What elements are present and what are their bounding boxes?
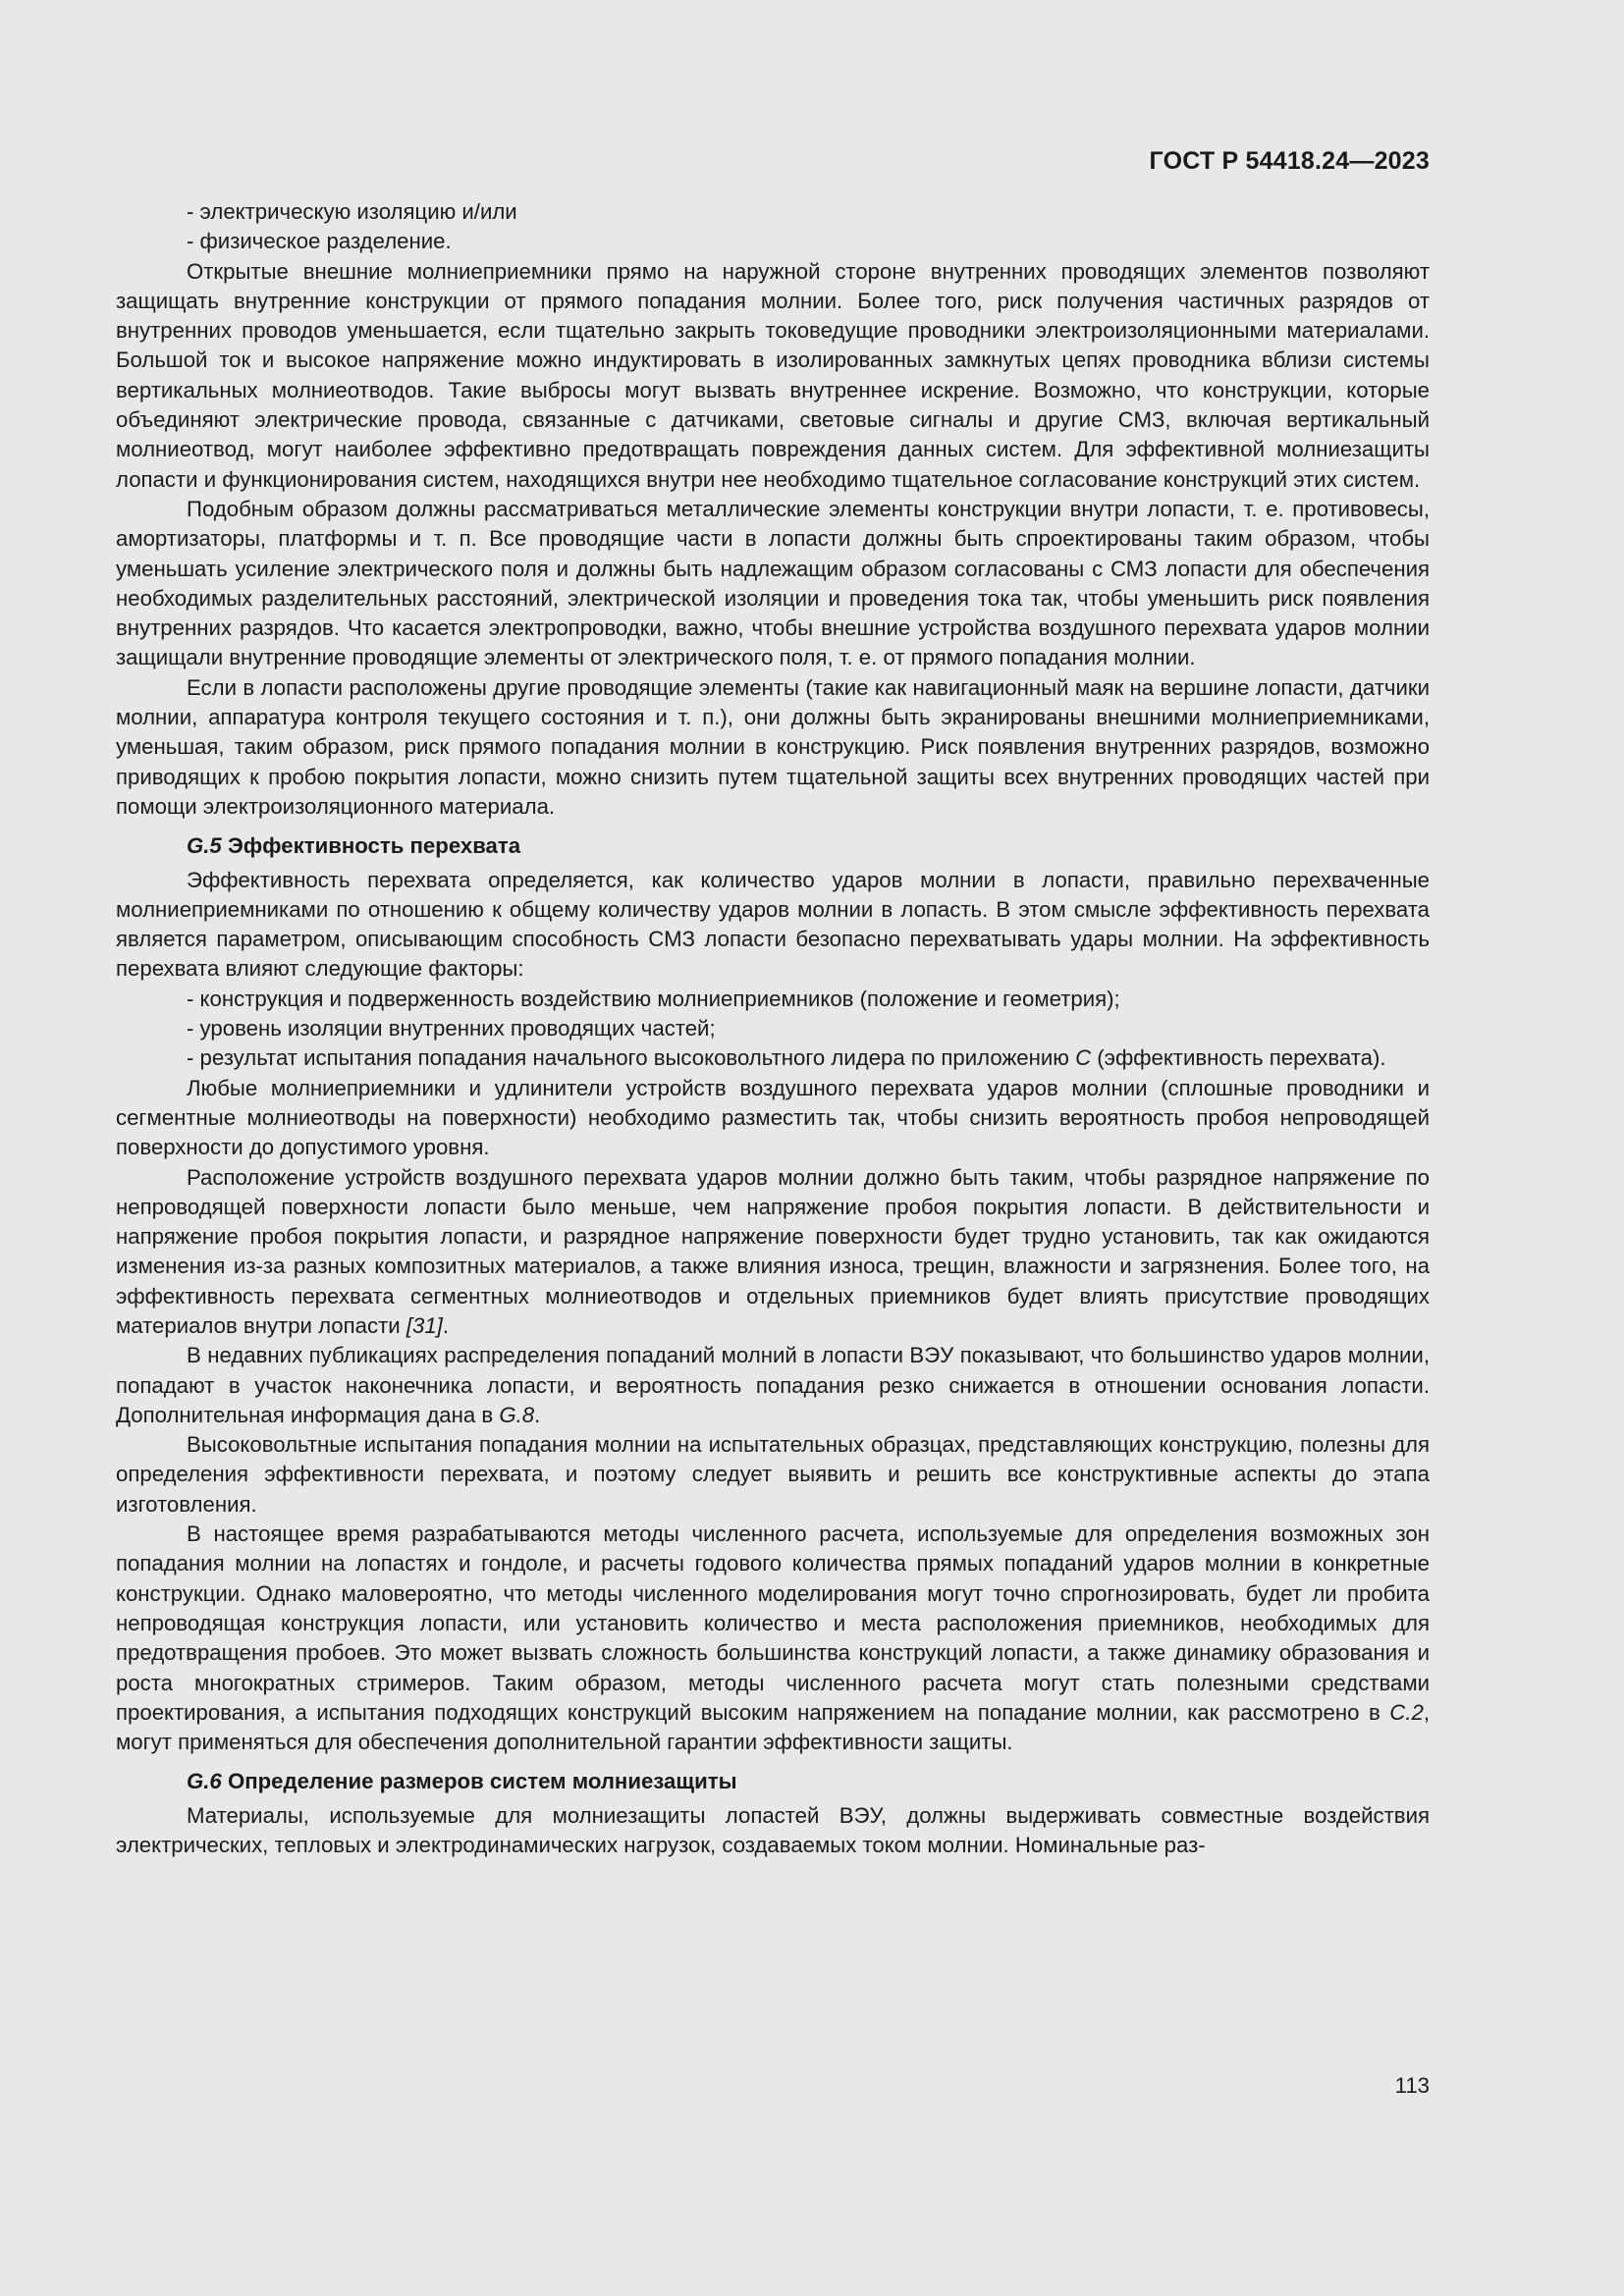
paragraph: Эффективность перехвата определяется, как количество ударов молнии в лопасти, правильно перехваченные молниеприемниками по отношению к общему количеству ударов молнии в лопасть. В этом смысле эффективность перехвата является параметром, описывающим способность СМЗ лопасти безопасно перехватывать удары молнии. На эффективность перехвата влияют следующие факторы:: [116, 867, 1430, 982]
list-item: - физическое разделение.: [187, 229, 452, 254]
bibliography-reference: [31]: [406, 1312, 443, 1338]
document-id-header: ГОСТ Р 54418.24—2023: [1149, 147, 1430, 175]
paragraph-text: Расположение устройств воздушного перехвата ударов молнии должно быть таким, чтобы разрядное напряжение по непроводящей поверхности лопасти было меньше, чем напряжение пробоя покрытия лопасти. В действительности и напряжение пробоя покрытия лопасти, и разрядное напряжение поверхности будет трудно установить, так как ожидаются изменения из-за разных композитных материалов, а также влияния износа, трещин, влажности и загрязнения. Более того, на эффективность перехвата сегментных молниеотводов и отдельных приемников будет влиять присутствие проводящих материалов внутри лопасти: [116, 1164, 1430, 1338]
section-heading-g6: [116, 1767, 1430, 1796]
list-item: - уровень изоляции внутренних проводящих частей;: [187, 1016, 716, 1041]
section-title: Эффективность перехвата: [227, 833, 521, 859]
list-item: - конструкция и подверженность воздействию молниеприемников (положение и геометрия);: [187, 986, 1120, 1011]
paragraph: Любые молниеприемники и удлинители устройств воздушного перехвата ударов молнии (сплошные проводники и сегментные молниеотводы на поверхности) необходимо разместить так, чтобы снизить вероятность пробоя непроводящей поверхности до допустимого уровня.: [116, 1075, 1430, 1160]
list-item: [116, 1043, 1430, 1073]
paragraph: Подобным образом должны рассматриваться металлические элементы конструкции внутри лопасти, т. е. противовесы, амортизаторы, платформы и т. п. Все проводящие части в лопасти должны быть спроектированы таким образом, чтобы уменьшать усиление электрического поля и должны быть надлежащим образом согласованы с СМЗ лопасти для обеспечения необходимых разделительных расстояний, электрической изоляции и проведения тока так, чтобы уменьшить риск появления внутренних разрядов. Что касается электропроводки, важно, чтобы внешние устройства воздушного перехвата ударов молнии защищали внутренние проводящие элементы от электрического поля, т. е. от прямого попадания молнии.: [116, 496, 1430, 670]
paragraph: Высоковольтные испытания попадания молнии на испытательных образцах, представляющих конструкцию, полезны для определения эффективности перехвата, и поэтому следует выявить и решить все конструктивные аспекты до этапа изготовления.: [116, 1432, 1430, 1517]
section-heading-g5: [116, 831, 1430, 861]
paragraph-text: .: [534, 1402, 541, 1427]
paragraph-text: , могут применяться для обеспечения дополнительной гарантии эффективности защиты.: [116, 1699, 1430, 1755]
paragraph: [116, 1341, 1430, 1430]
paragraph: Открытые внешние молниеприемники прямо на наружной стороне внутренних проводящих элементов позволяют защищать внутренние конструкции от прямого попадания молнии. Более того, риск получения частичных разрядов от внутренних проводов уменьшается, если тщательно закрыть токоведущие проводники электроизоляционными материалами. Большой ток и высокое напряжение можно индуктировать в изолированных замкнутых цепях проводника вблизи системы вертикальных молниеотводов. Такие выбросы могут вызвать внутреннее искрение. Возможно, что конструкции, которые объединяют электрические провода, связанные с датчиками, световые сигналы и другие СМЗ, включая вертикальный молниеотвод, могут наиболее эффективно предотвращать повреждения данных систем. Для эффективной молниезащиты лопасти и функционирования систем, находящихся внутри нее необходимо тщательное согласование конструкций этих систем.: [116, 258, 1430, 492]
paragraph-text: .: [442, 1312, 450, 1338]
section-reference: С.2: [1389, 1699, 1424, 1725]
section-number: G.5: [187, 833, 222, 859]
list-item-text: (эффективность перехвата).: [1091, 1045, 1386, 1071]
paragraph: Если в лопасти расположены другие проводящие элементы (такие как навигационный маяк на вершине лопасти, датчики молнии, аппаратура контроля текущего состояния и т. п.), они должны быть экранированы внешними молниеприемниками, уменьшая, таким образом, риск прямого попадания молнии в конструкцию. Риск появления внутренних разрядов, возможно приводящих к пробою покрытия лопасти, можно снизить путем тщательной защиты всех внутренних проводящих частей при помощи электроизоляционного материала.: [116, 674, 1430, 819]
document-page: [116, 147, 1430, 1860]
paragraph: [116, 1520, 1430, 1757]
document-body: [116, 197, 1430, 1860]
paragraph-text: В недавних публикациях распределения попаданий молний в лопасти ВЭУ показывают, что большинство ударов молнии, попадают в участок наконечника лопасти, и вероятность попадания резко снижается в отношении основания лопасти. Дополнительная информация дана в: [116, 1343, 1430, 1427]
section-number: G.6: [187, 1769, 222, 1794]
section-reference: G.8: [499, 1402, 535, 1427]
page-number: 113: [1394, 2073, 1430, 2098]
appendix-reference: С: [1075, 1045, 1092, 1071]
paragraph-text: В настоящее время разрабатываются методы численного расчета, используемые для определения возможных зон попадания молнии на лопастях и гондоле, и расчеты годового количества прямых попаданий ударов молнии в конкретные конструкции. Однако маловероятно, что методы численного моделирования могут точно спрогнозировать, будет ли пробита непроводящая конструкция лопасти, или установить количество и места расположения приемников, необходимых для предотвращения пробоев. Это может вызвать сложность большинства конструкций лопасти, а также динамику образования и роста многократных стримеров. Таким образом, методы численного расчета могут стать полезными средствами проектирования, а испытания подходящих конструкций высоким напряжением на попадание молнии, как рассмотрено в: [116, 1522, 1430, 1725]
paragraph: [116, 1163, 1430, 1342]
section-title: Определение размеров систем молниезащиты: [227, 1769, 737, 1794]
paragraph: Материалы, используемые для молниезащиты лопастей ВЭУ, должны выдерживать совместные воздействия электрических, тепловых и электродинамических нагрузок, создаваемых током молнии. Номинальные раз-: [116, 1802, 1430, 1858]
list-item: - электрическую изоляцию и/или: [187, 199, 517, 224]
list-item-text: - результат испытания попадания начального высоковольтного лидера по приложению: [187, 1045, 1076, 1071]
